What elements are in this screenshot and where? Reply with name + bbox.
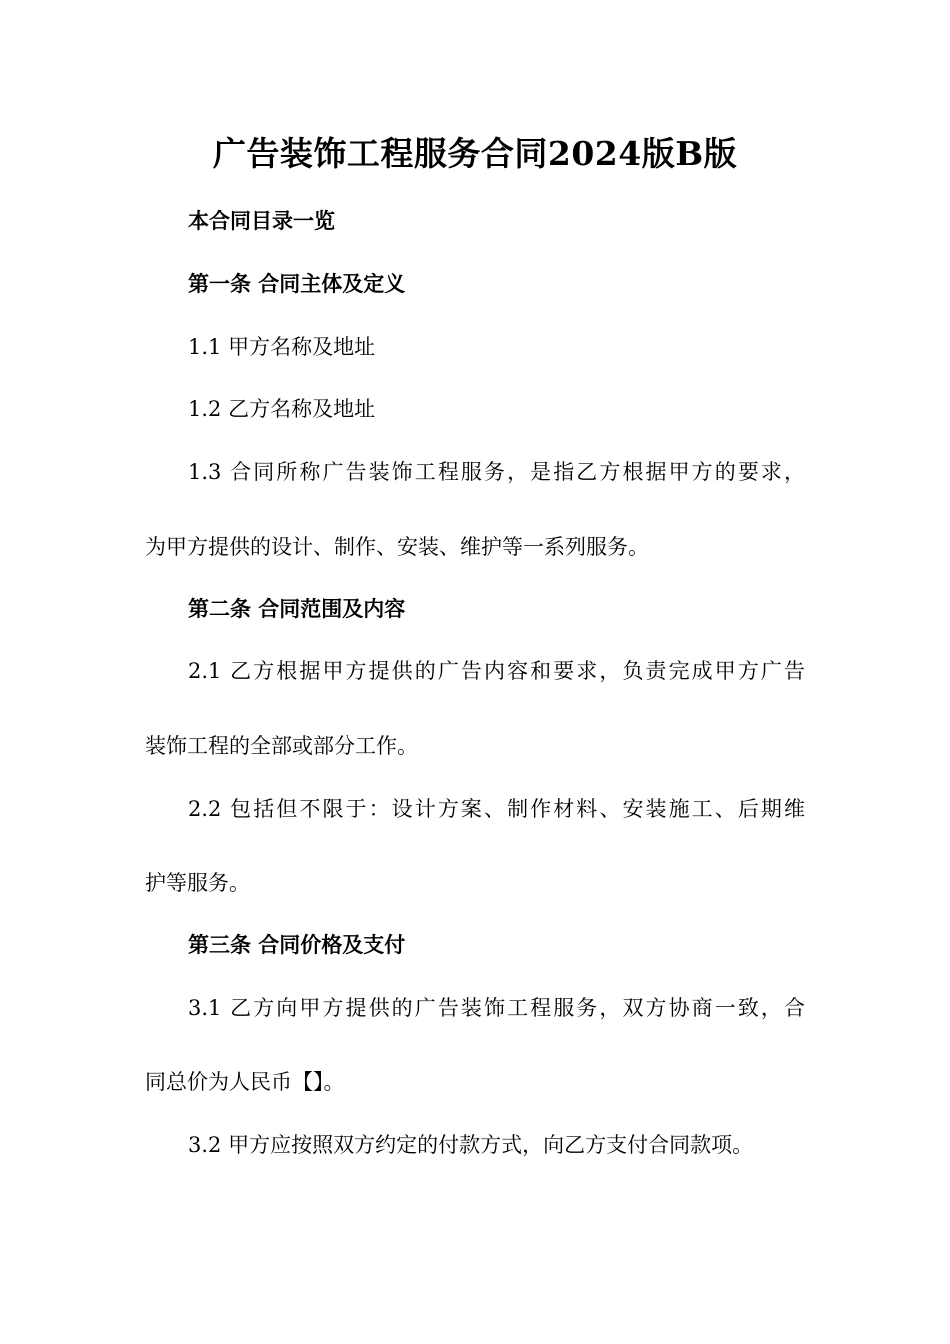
clause-2-2-line-1: 2.2 包括但不限于：设计方案、制作材料、安装施工、后期维 (188, 797, 805, 821)
clause-3-1-line-2: 同总价为人民币【】。 (145, 1070, 345, 1094)
clause-2-1-line-2: 装饰工程的全部或部分工作。 (145, 734, 418, 758)
document-title: 广告装饰工程服务合同2024版B版 (212, 134, 738, 173)
article-1-heading: 第一条 合同主体及定义 (188, 271, 406, 296)
clause-1-3-line-1: 1.3 合同所称广告装饰工程服务，是指乙方根据甲方的要求， (188, 460, 805, 484)
clause-3-1-line-1: 3.1 乙方向甲方提供的广告装饰工程服务，双方协商一致，合 (188, 996, 805, 1020)
toc-heading: 本合同目录一览 (188, 208, 335, 233)
article-3-heading: 第三条 合同价格及支付 (188, 932, 406, 957)
clause-1-1: 1.1 甲方名称及地址 (188, 335, 376, 359)
clause-1-3-line-2: 为甲方提供的设计、制作、安装、维护等一系列服务。 (145, 535, 649, 559)
clause-2-1-line-1: 2.1 乙方根据甲方提供的广告内容和要求，负责完成甲方广告 (188, 659, 805, 683)
clause-2-2-line-2: 护等服务。 (145, 871, 250, 895)
article-2-heading: 第二条 合同范围及内容 (188, 596, 406, 621)
clause-3-2: 3.2 甲方应按照双方约定的付款方式，向乙方支付合同款项。 (188, 1133, 754, 1157)
clause-1-2: 1.2 乙方名称及地址 (188, 397, 376, 421)
